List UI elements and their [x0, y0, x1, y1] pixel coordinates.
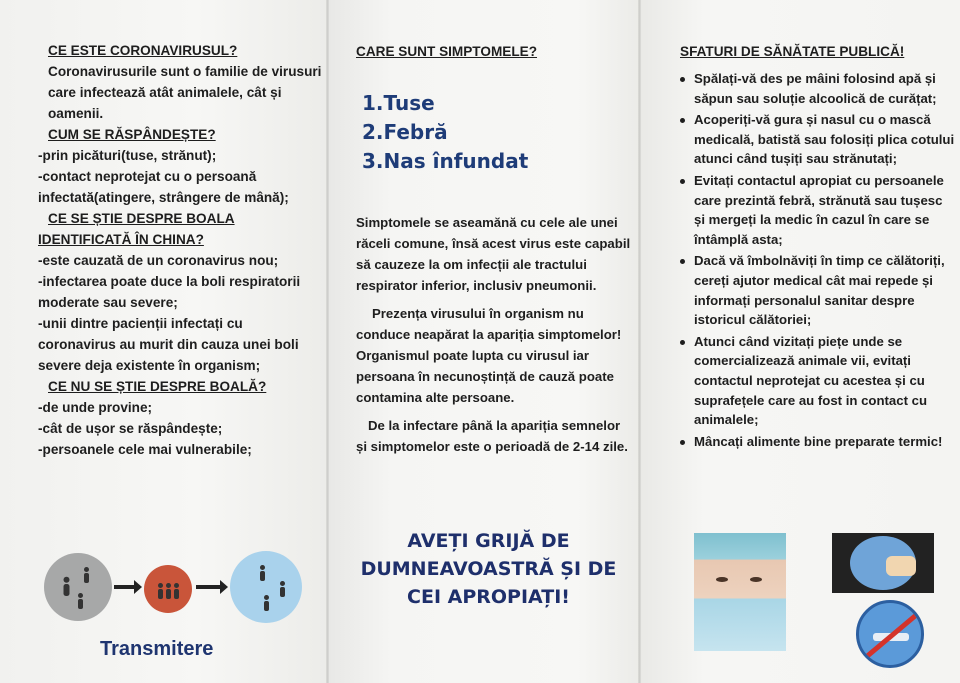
- bullet-icon: [680, 340, 685, 345]
- bullet-icon: [680, 118, 685, 123]
- text-unknown-2: -cât de ușor se răspândește;: [38, 421, 223, 436]
- advice-list: [680, 69, 955, 451]
- no-travel-icon: [856, 600, 924, 668]
- heading-unknown: CE NU SE ȘTIE DESPRE BOALĂ?: [48, 379, 267, 394]
- advice-item: Atunci când vizitați piețe unde se comercializează animale vii, evitați contactul neprotejat cu acestea și cu suprafețele care au fost in contact cu animalele;: [680, 332, 955, 430]
- text-known-2: -infectarea poate duce la boli respiratorii moderate sau severe;: [38, 274, 301, 310]
- masked-face-image: [694, 533, 786, 651]
- panel-left-content: [38, 40, 323, 460]
- heading-known: CE SE ȘTIE DESPRE BOALA IDENTIFICATĂ ÎN CHINA?: [38, 211, 235, 247]
- advice-item: Spălați-vă des pe mâini folosind apă și săpun sau soluție alcoolică de curățat;: [680, 69, 955, 108]
- transmission-diagram: [44, 549, 306, 621]
- panel-middle-content: [356, 44, 631, 457]
- advice-item: Acoperiți-vă gura și nasul cu o mască medicală, batistă sau folosiți plica cotului atunci când tușiți sau strănutați;: [680, 110, 955, 169]
- symptom-item: 3.Nas înfundat: [362, 149, 529, 173]
- arrow-right-icon: [196, 585, 222, 589]
- paragraph-presence: Prezența virusului în organism nu conduce neapărat la apariția simptomelor! Organismul poate lupta cu virusul iar persoana în necunoștință de cauză poate contamina alte persoane.: [356, 306, 622, 405]
- text-known-1: -este cauzată de un coronavirus nou;: [38, 253, 279, 268]
- bullet-icon: [680, 77, 685, 82]
- symptom-item: 1.Tuse: [362, 91, 435, 115]
- heading-advice: SFATURI DE SĂNĂTATE PUBLICĂ!: [680, 44, 905, 59]
- symptoms-list: [362, 89, 631, 176]
- arrow-right-icon: [114, 585, 136, 589]
- handwash-icon: [832, 533, 934, 593]
- people-group-icon: [144, 565, 192, 613]
- advice-item: Evitați contactul apropiat cu persoanele care prezintă febră, strănută sau tușesc și mergeți la medic în cazul în care se întâmplă asta;: [680, 171, 955, 249]
- text-unknown-1: -de unde provine;: [38, 400, 153, 415]
- bullet-icon: [680, 179, 685, 184]
- heading-how-spread: CUM SE RĂSPÂNDEȘTE?: [48, 127, 216, 142]
- text-known-3: -unii dintre pacienții infectați cu coronavirus au murit din cauza unei boli severe deja existente în organism;: [38, 316, 299, 373]
- heading-what-is: CE ESTE CORONAVIRUSUL?: [48, 43, 238, 58]
- symptoms-description: [356, 212, 631, 457]
- advice-item: Dacă vă îmbolnăviți în timp ce călătoriți, cereți ajutor medical cât mai repede și informați personalul sanitar despre istoricul călătoriei;: [680, 251, 955, 329]
- paragraph-similarity: Simptomele se aseamănă cu cele ale unei răceli comune, însă acest virus este capabil să cauzeze la om infecții ale tractului respirator inferior, inclusiv pneumonii.: [356, 215, 631, 293]
- text-unknown-3: -persoanele cele mai vulnerabile;: [38, 442, 252, 457]
- bullet-icon: [680, 440, 685, 445]
- bullet-icon: [680, 259, 685, 264]
- animal-source-icon: [44, 553, 112, 621]
- fold-line: [326, 0, 329, 683]
- virus-spread-icon: [230, 551, 302, 623]
- advice-item: Mâncați alimente bine preparate termic!: [680, 432, 955, 452]
- diagram-caption: Transmitere: [100, 638, 214, 660]
- paragraph-incubation: De la infectare până la apariția semnelor și simptomelor este o perioadă de 2-14 zile.: [356, 418, 628, 454]
- panel-right-content: [680, 44, 955, 453]
- heading-symptoms: CARE SUNT SIMPTOMELE?: [356, 44, 538, 59]
- closing-message: AVEȚI GRIJĂ DE DUMNEAVOASTRĂ ȘI DE CEI APROPIAȚI!: [360, 530, 617, 608]
- text-spread-1: -prin picături(tuse, strănut);: [38, 148, 217, 163]
- fold-line: [638, 0, 641, 683]
- text-what-is: Coronavirusurile sunt o familie de virusuri care infectează atât animalele, cât și oamenii.: [48, 64, 322, 121]
- text-spread-2: -contact neprotejat cu o persoană infectată(atingere, strângere de mână);: [38, 169, 289, 205]
- symptom-item: 2.Febră: [362, 120, 448, 144]
